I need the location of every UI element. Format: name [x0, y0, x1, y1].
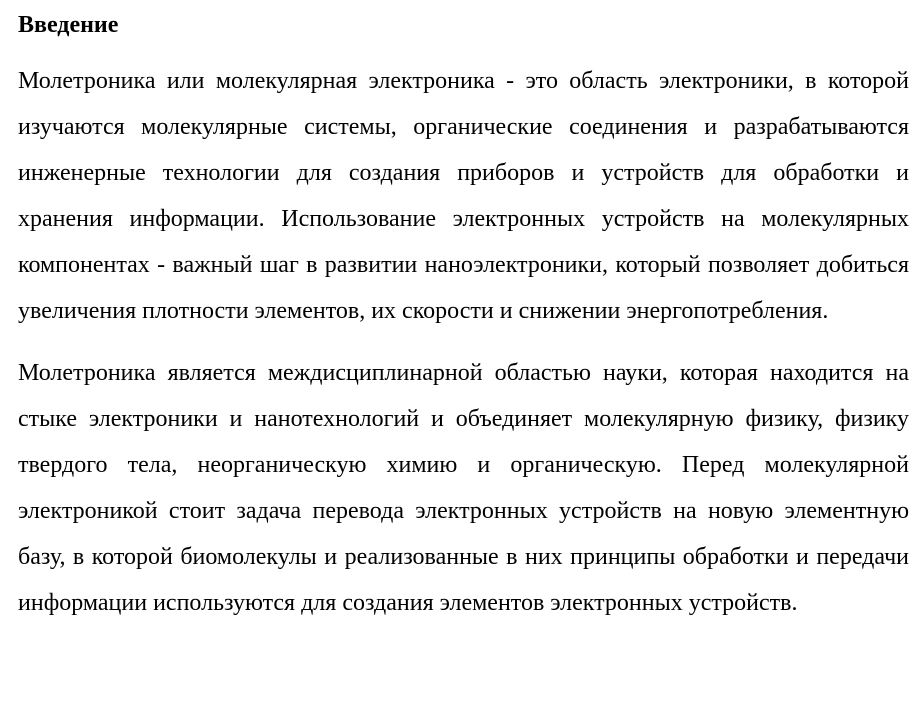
paragraph-1: Молетроника или молекулярная электроника - это область электроники, в которой изучаются молекулярные системы, органические соединения и разрабатываются инженерные технологии для создания приборов и устройств для обработки и хранения информации. Использование электронных устройств на молекулярных компонентах - важный шаг в развитии наноэлектроники, который позволяет добиться увеличения плотности элементов, их скорости и снижении энергопотребления. [18, 68, 909, 324]
paragraph-2: Молетроника является междисциплинарной областью науки, которая находится на стыке электроники и нанотехнологий и объединяет молекулярную физику, физику твердого тела, неорганическую химию и органическую. Перед молекулярной электроникой стоит задача перевода электронных устройств на новую элементную базу, в которой биомолекулы и реализованные в них принципы обработки и передачи информации используются для создания элементов электронных устройств. [18, 360, 909, 616]
section-heading: Введение [18, 12, 119, 38]
